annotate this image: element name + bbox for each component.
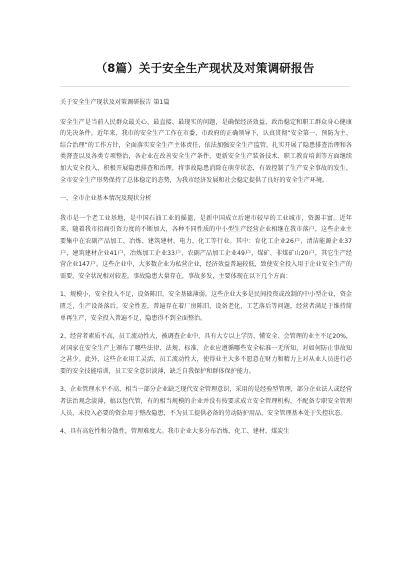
- paragraph-point-2: 2、经营者素质不高，员工流动性大，被调查企业中，具有大专以上学历、懂安全、会管理的业主不足20%，对国家在安全生产上颁布了哪些法律、法规、标准，企业应遵循哪些安全标准一无所知，对如何防止事故知之甚少。此外，这些企业用工灵活，员工流动性大，使得业主大多不愿意在财力和精力上对从业人员进行必要的安全技能培训，员工安全意识淡薄，缺乏自我保护和群体保护能力。: [60, 333, 352, 375]
- paragraph-point-3: 3、企业管理水平不高，相当一部分企业缺乏现代安全管理意识，采用的是经验型管理，部分企业法人或经营者法治观念淡薄，搞以包代管，有的相当规模的企业并没有按要求成立安全管理机构，不配备专职安全管理人员，未投入必要的资金用于整改隐患，不为员工提供必备的劳动防护用品，安全管理基本处于失控状态。: [60, 386, 352, 417]
- section-subtitle: 关于安全生产现状及对策调研报告 第1篇: [60, 99, 170, 106]
- document-title: （8篇）关于安全生产现状及对策调研报告: [95, 61, 315, 75]
- paragraph-overview: 我市是一个老工业基地，是中国石油工业的摇篮，是新中国成立后建市较早的工业城市，资源丰富。近年来，随着我市招商引资力度的不断加大，各种不同性质的中小型生产经营企业相继在我市落户，这些企业主要集中在农副产品加工、冶炼、建筑建材、电力、化工等行业。其中：育化工企业26户，清洁能源企业37户，建筑建材企业41户，冶炼加工企业33户，农副产品加工企业49户，煤矿、非煤矿山20户，其它生产经营企业147户。这些企业中，大多数企业为私营企业，经济效益普遍较低，致使安全投入用于企业安全生产的需要，安全状况相对较差，事故隐患大量存在，事故多发，主要体现在以下几个方面：: [60, 214, 352, 280]
- paragraph-point-4: 4、具有高危性和分散性，管理难度大。我市企业大多分布冶炼、化工、建材、煤炭生: [60, 428, 290, 436]
- paragraph-intro: 安全生产是当前人民群众最关心、最直接、最现实的问题，是确保经济效益、政治稳定和职工群众身心健康的先决条件。近年来，我市的安全生产工作在市委、市政府的正确领导下，认真贯彻“安全第一、预防为主、综合治理”的工作方针，全面落实安全生产主体责任，依法加强安全生产监管，扎实开展了隐患排查治理和各类督查以及各类专项整治，各企业在改善安全生产条件、更新安全生产装备技术、职工教育培训等方面继续加大安全投入，积极开展隐患排查和治理，将事故隐患消除在萌芽状态，有效控制了生产安全事故的发生，全市安全生产形势保持了总体稳定的态势，为我市经济发展和社会稳定提供了良好的安全生产环境。: [60, 118, 352, 184]
- section-heading: 一、全市企业基本情况及现状分析: [60, 195, 152, 203]
- title-divider: [60, 86, 350, 87]
- paragraph-point-1: 1、规模小，安全投入不足，设备陈旧，安全基础薄弱。这些企业大多是民间投资或改制的中小型企业，资金匮乏，生产设备落后，安全性差，普遍存在着厂房陈旧、设备老化，工艺落后等问题，经营者满足于维持简单再生产，安全投入普遍不足，隐患得不到全面整治。: [60, 291, 352, 322]
- document-body: [60, 97, 352, 445]
